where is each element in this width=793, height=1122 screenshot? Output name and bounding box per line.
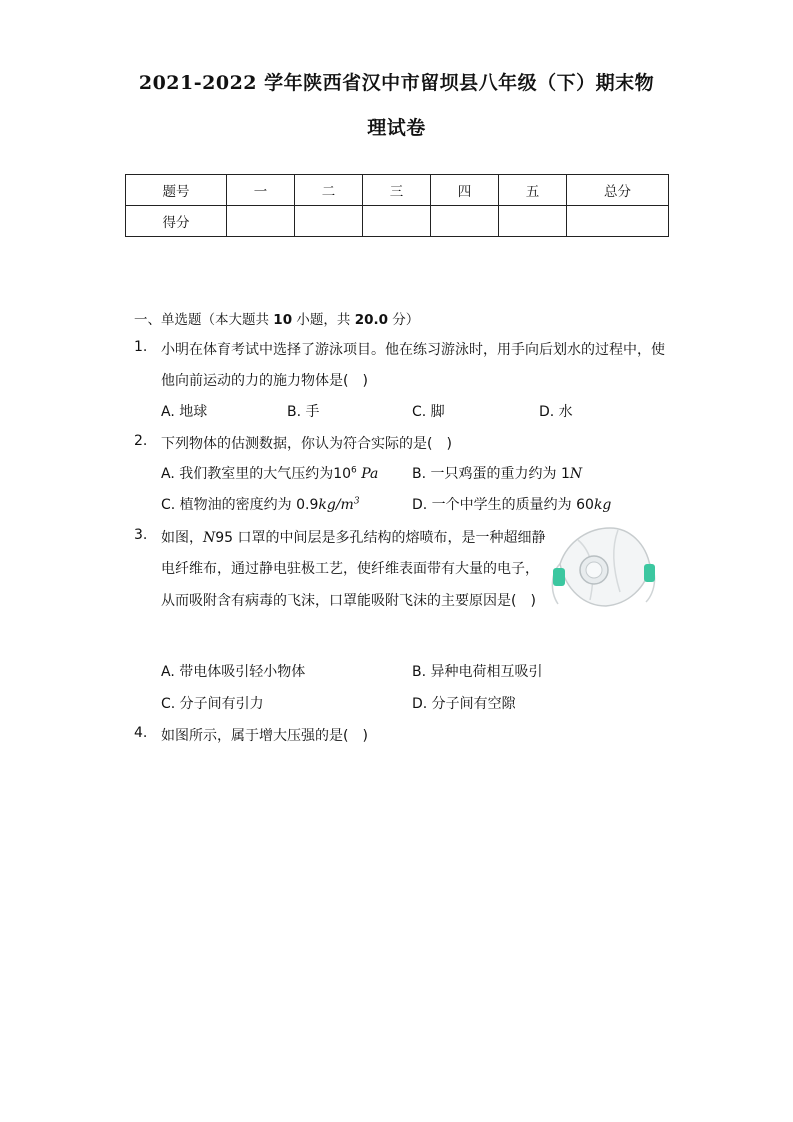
option-b: B. 手 xyxy=(287,404,320,420)
question-text: 下列物体的估测数据，你认为符合实际的是( ) xyxy=(161,436,452,452)
n95-mask-image xyxy=(548,522,660,614)
option-d: D. 一个中学生的质量约为 60kg xyxy=(412,497,612,513)
section-heading: 一、单选题（本大题共 10 小题，共 20.0 分） xyxy=(134,312,420,328)
question-text: 从而吸附含有病毒的飞沫，口罩能吸附飞沫的主要原因是( ) xyxy=(161,593,536,609)
mask-clip-left xyxy=(553,568,565,586)
score-header-cell: 二 xyxy=(295,175,363,206)
question-text: 电纤维布，通过静电驻极工艺，使纤维表面带有大量的电子， xyxy=(161,561,539,577)
exam-title-line2: 理试卷 xyxy=(367,117,426,139)
score-row-label: 得分 xyxy=(126,206,227,237)
score-cell xyxy=(567,206,669,237)
exam-title-line1: 2021-2022 学年陕西省汉中市留坝县八年级（下）期末物 xyxy=(138,72,655,94)
score-cell xyxy=(363,206,431,237)
option-a: A. 地球 xyxy=(161,404,208,420)
score-header-cell: 三 xyxy=(363,175,431,206)
question-text: 他向前运动的力的施力物体是( ) xyxy=(161,373,368,389)
question-number: 2. xyxy=(134,433,148,449)
option-d: D. 水 xyxy=(539,404,573,420)
option-b: B. 异种电荷相互吸引 xyxy=(412,664,543,680)
score-cell xyxy=(227,206,295,237)
score-table xyxy=(125,174,669,237)
score-header-cell: 题号 xyxy=(126,175,227,206)
score-header-cell: 五 xyxy=(499,175,567,206)
question-number: 3. xyxy=(134,527,148,543)
question-number: 1. xyxy=(134,339,148,355)
score-table-score-row xyxy=(126,206,669,237)
option-b: B. 一只鸡蛋的重力约为 1N xyxy=(412,466,583,482)
score-cell xyxy=(295,206,363,237)
question-text: 如图，N95 口罩的中间层是多孔结构的熔喷布，是一种超细静 xyxy=(161,530,546,546)
option-c: C. 脚 xyxy=(412,404,445,420)
option-d: D. 分子间有空隙 xyxy=(412,696,516,712)
option-a: A. 带电体吸引轻小物体 xyxy=(161,664,306,680)
mask-clip-right xyxy=(644,564,655,582)
question-number: 4. xyxy=(134,725,148,741)
score-header-cell: 一 xyxy=(227,175,295,206)
option-a: A. 我们教室里的大气压约为$10^6$ Pa xyxy=(161,465,379,482)
question-text: 小明在体育考试中选择了游泳项目。他在练习游泳时，用手向后划水的过程中，使 xyxy=(161,342,665,358)
option-c: C. 植物油的密度约为 $0.9kg/m^3$ xyxy=(161,496,360,513)
option-c: C. 分子间有引力 xyxy=(161,696,264,712)
score-cell xyxy=(431,206,499,237)
score-header-cell: 四 xyxy=(431,175,499,206)
score-table-header-row xyxy=(126,175,669,206)
score-cell xyxy=(499,206,567,237)
score-header-cell: 总分 xyxy=(567,175,669,206)
question-text: 如图所示，属于增大压强的是( ) xyxy=(161,728,368,744)
mask-valve-inner xyxy=(586,562,602,578)
